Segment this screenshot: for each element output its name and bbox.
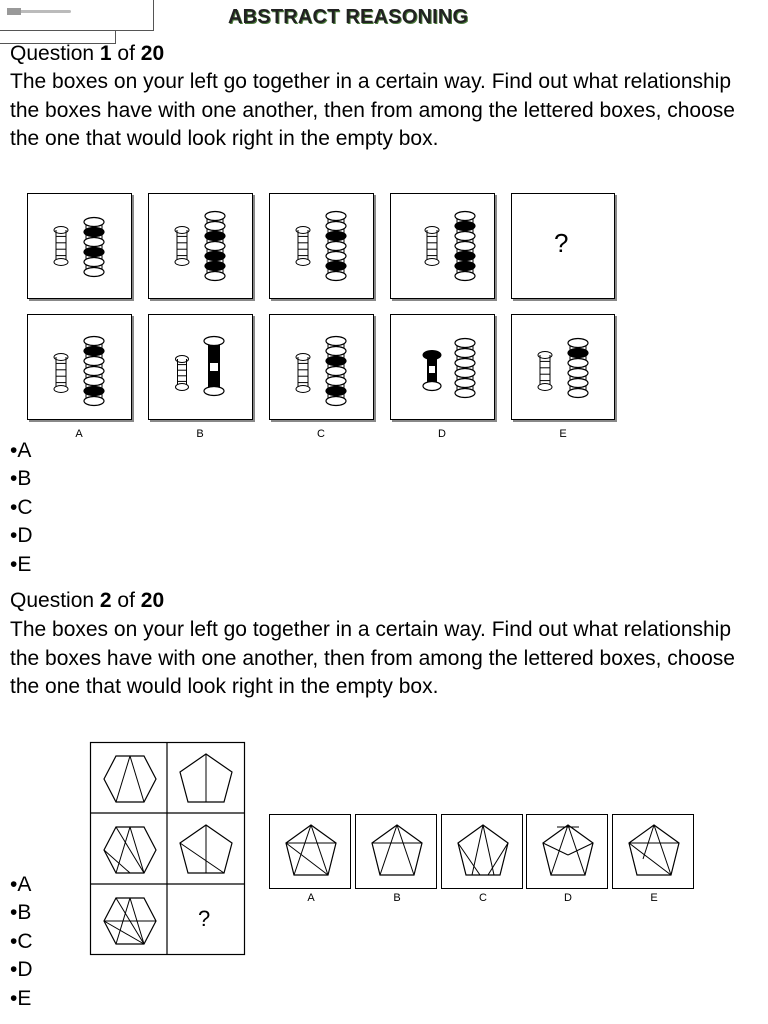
oval-mark	[326, 242, 346, 251]
pentagon-figure	[286, 825, 336, 875]
page-title: ABSTRACT REASONING	[228, 6, 469, 28]
oval-mark	[205, 212, 225, 221]
oval-mark	[84, 238, 104, 247]
oval-mark	[205, 252, 225, 261]
q1-label-d: D	[438, 428, 446, 440]
question-of: of	[111, 42, 141, 65]
oval-mark	[205, 232, 225, 241]
q1-label-e: E	[559, 428, 567, 440]
q1-empty-box	[511, 193, 615, 299]
oval-mark	[84, 387, 104, 396]
question-of: of	[111, 589, 141, 612]
question-prefix: Question	[10, 42, 100, 65]
question-2-text: The boxes on your left go together in a certain way. Find out what relationship the boxes have with one another, then from among the lettered boxes, choose the one that would look right in the empty box.	[10, 618, 735, 698]
q2-label-b: B	[393, 892, 401, 904]
q2-label-c: C	[479, 892, 487, 904]
oval-mark	[84, 367, 104, 376]
q2-label-e: E	[650, 892, 658, 904]
oval-mark	[326, 397, 346, 406]
oval-mark	[326, 387, 346, 396]
oval-mark	[84, 258, 104, 267]
bar-figure	[204, 337, 224, 396]
oval-stack-figure	[455, 212, 475, 281]
q1-problem-box-4	[390, 193, 495, 299]
q2-label-d: D	[564, 892, 572, 904]
q2-answer-box-c[interactable]	[441, 814, 523, 889]
q1-option-d[interactable]: •D	[10, 524, 33, 548]
q2-answer-box-d[interactable]	[526, 814, 608, 889]
q2-answer-box-b[interactable]	[355, 814, 437, 889]
oval-stack-figure	[568, 339, 588, 398]
oval-mark	[568, 369, 588, 378]
oval-mark	[568, 339, 588, 348]
header-logo-box	[0, 0, 154, 31]
oval-mark	[326, 262, 346, 271]
oval-mark	[84, 377, 104, 386]
q2-option-c[interactable]: •C	[10, 929, 33, 953]
oval-stack-figure	[205, 212, 225, 281]
oval-mark	[568, 379, 588, 388]
q1-options	[10, 437, 33, 579]
oval-mark	[84, 248, 104, 257]
oval-mark	[84, 397, 104, 406]
oval-mark	[326, 252, 346, 261]
question-number: 2	[99, 589, 112, 612]
question-total: 20	[140, 42, 165, 65]
oval-mark	[326, 212, 346, 221]
oval-mark	[455, 389, 475, 398]
oval-mark	[455, 232, 475, 241]
oval-stack-figure	[455, 339, 475, 398]
q1-option-a[interactable]: •A	[10, 439, 32, 462]
oval-mark	[205, 222, 225, 231]
oval-mark	[455, 242, 475, 251]
oval-mark	[455, 349, 475, 358]
oval-mark	[205, 262, 225, 271]
oval-mark	[205, 272, 225, 281]
question-total: 20	[140, 589, 165, 612]
q1-answer-box-d[interactable]	[390, 314, 495, 420]
oval-mark	[568, 359, 588, 368]
q1-answer-box-c[interactable]	[269, 314, 374, 420]
oval-mark	[205, 242, 225, 251]
ladder-figure	[176, 356, 189, 391]
oval-mark	[455, 262, 475, 271]
logo-icon	[7, 10, 71, 13]
q1-option-c[interactable]: •C	[10, 495, 33, 519]
oval-mark	[326, 272, 346, 281]
q1-answer-box-e[interactable]	[511, 314, 615, 420]
ladder-figure	[296, 227, 310, 266]
pentagon-figure	[629, 825, 679, 875]
ladder-figure	[296, 354, 310, 393]
pentagon-figure	[458, 825, 508, 875]
oval-stack-figure	[326, 337, 346, 406]
oval-mark	[326, 347, 346, 356]
oval-mark	[326, 357, 346, 366]
oval-mark	[455, 252, 475, 261]
q1-problem-box-2	[148, 193, 253, 299]
q1-option-e[interactable]: •E	[10, 552, 32, 576]
oval-mark	[84, 268, 104, 277]
question-mark: ?	[198, 906, 211, 931]
oval-mark	[568, 349, 588, 358]
oval-mark	[84, 357, 104, 366]
oval-mark	[568, 389, 588, 398]
question-1-heading	[10, 41, 164, 67]
question-2-heading	[10, 588, 164, 614]
oval-mark	[326, 367, 346, 376]
oval-mark	[455, 272, 475, 281]
q2-options	[10, 871, 33, 1013]
q1-label-a: A	[75, 428, 83, 440]
q1-label-c: C	[317, 428, 325, 440]
ladder-figure	[54, 227, 68, 266]
question-prefix: Question	[10, 589, 100, 612]
oval-mark	[455, 379, 475, 388]
grid-lines	[90, 742, 245, 955]
ladder-figure	[175, 227, 189, 266]
oval-mark	[455, 359, 475, 368]
oval-mark	[326, 222, 346, 231]
q2-answer-box-e[interactable]	[612, 814, 694, 889]
oval-mark	[84, 337, 104, 346]
q1-answer-box-a[interactable]	[27, 314, 132, 420]
q2-option-e[interactable]: •E	[10, 986, 32, 1010]
q1-option-b[interactable]: •B	[10, 467, 32, 491]
oval-stack-figure	[84, 337, 104, 406]
q1-problem-box-3	[269, 193, 374, 299]
oval-mark	[455, 212, 475, 221]
pentagon-figure	[543, 825, 593, 875]
oval-mark	[455, 222, 475, 231]
ladder-figure	[538, 352, 552, 391]
pentagon-figure	[372, 825, 422, 875]
question-mark: ?	[554, 228, 569, 258]
oval-mark	[455, 369, 475, 378]
oval-mark	[84, 228, 104, 237]
oval-mark	[84, 347, 104, 356]
oval-stack-figure	[326, 212, 346, 281]
q2-option-a[interactable]: •A	[10, 873, 32, 896]
oval-mark	[326, 337, 346, 346]
question-number: 1	[99, 42, 112, 65]
oval-mark	[455, 339, 475, 348]
q1-problem-box-1	[27, 193, 132, 299]
bar-figure	[423, 351, 441, 391]
q2-answer-box-a[interactable]	[269, 814, 351, 889]
q2-option-b[interactable]: •B	[10, 901, 32, 925]
oval-stack-figure	[84, 218, 104, 277]
q1-label-b: B	[196, 428, 204, 440]
ladder-figure	[425, 227, 439, 266]
oval-mark	[84, 218, 104, 227]
q2-option-d[interactable]: •D	[10, 958, 33, 982]
oval-mark	[326, 232, 346, 241]
q2-label-a: A	[307, 892, 315, 904]
question-1-text: The boxes on your left go together in a certain way. Find out what relationship the boxes have with one another, then from among the lettered boxes, choose the one that would look right in the empty box.	[10, 70, 735, 150]
oval-mark	[326, 377, 346, 386]
q1-answer-box-b[interactable]	[148, 314, 253, 420]
ladder-figure	[54, 354, 68, 393]
